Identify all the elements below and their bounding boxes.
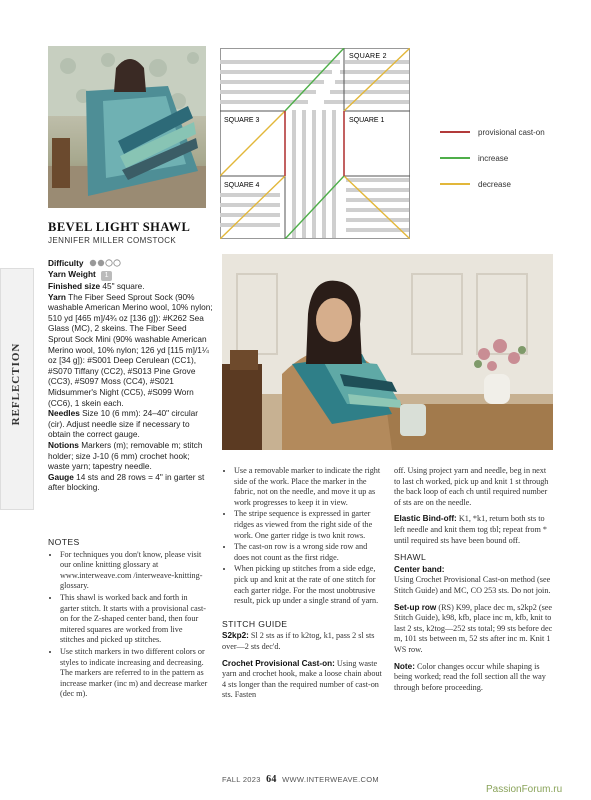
section-label: REFLECTION xyxy=(10,342,22,426)
page-footer xyxy=(222,774,379,785)
pattern-title: BEVEL LIGHT SHAWL xyxy=(48,220,191,234)
shawl-heading: SHAWL xyxy=(394,552,427,563)
shawl-construction-diagram xyxy=(220,48,410,239)
site-url: WWW.INTERWEAVE.COM xyxy=(282,775,379,784)
note-label: Note: xyxy=(394,661,415,671)
difficulty-label: Difficulty xyxy=(48,258,84,268)
yarn-value: The Fiber Seed Sprout Sock (90% washable American Merino wool, 10% nylon; 510 yd [465 m]/4¾ oz [136 g]): #K262 Sea Glass (MC), 2 skeins. The Fiber Seed Sprout Sock Mini (90% washable American Merino wool, 10% nylon; 126 yd [115 m]/1¼ oz [34 g]): #S001 Deep Cerulean (CC1), #S070 Tiffany (CC2), #S013 Pine Grove (CC3), #S097 Moss (CC4), #S021 Midsummer's Night (CC5), #S099 Worn (CC6), 1 skein each. xyxy=(48,291,213,408)
list-item: • This shawl is worked back and forth in garter stitch. It starts with a provisional cast-on for the Z-shaped center band, then four mitered squares are worked from live stitches and picked up stitches. xyxy=(60,593,208,646)
finished-size-label: Finished size xyxy=(48,281,101,292)
pattern-specs xyxy=(48,258,213,493)
needles-label: Needles xyxy=(48,408,80,419)
yarn-weight-badge: 1 xyxy=(101,271,112,281)
note-text: Color changes occur while shaping is being worked; read the foll section all the way through before proceeding. xyxy=(394,661,546,692)
legend-swatch-cast-on xyxy=(440,131,470,133)
crochet-cast-on-label: Crochet Provisional Cast-on: xyxy=(222,658,335,668)
setup-row-paragraph xyxy=(394,603,554,656)
label-square-2: SQUARE 2 xyxy=(349,53,387,60)
center-band-text: Using Crochet Provisional Cast-on method (see Stitch Guide) and MC, CO 253 sts. Do not join. xyxy=(394,575,551,595)
notes-heading: NOTES xyxy=(48,537,80,547)
label-square-1: SQUARE 1 xyxy=(349,117,385,124)
watermark: PassionForum.ru xyxy=(486,784,563,795)
list-item: • The stripe sequence is expressed in garter ridges as viewed from the right side of the work. One garter ridge is two knit rows. xyxy=(234,509,382,541)
shawl-photo-illustration xyxy=(48,46,206,208)
designer-name: JENNIFER MILLER COMSTOCK xyxy=(48,236,177,245)
yarn-weight-label: Yarn Weight xyxy=(48,269,96,280)
shawl-photo-mug xyxy=(222,254,553,450)
legend-label: provisional cast-on xyxy=(478,127,545,137)
page-number: 64 xyxy=(266,774,277,785)
legend-item-increase xyxy=(440,152,545,164)
crochet-cast-on-paragraph xyxy=(222,659,382,701)
list-item: • Use stitch markers in two different colors or styles to indicate increasing and decreasing. The markers are referred to in the pattern as increase marker (inc m) and decrease marker (dec m). xyxy=(60,647,208,700)
difficulty-row xyxy=(48,258,213,269)
notes-list-continued xyxy=(222,466,382,607)
crochet-continued-text: off. Using project yarn and needle, beg in next to last ch worked, pick up and knit 1 st through the back loop of each ch until required number of sts are on the needle. xyxy=(394,466,549,507)
instructions-column xyxy=(394,466,554,699)
legend-label: decrease xyxy=(478,179,511,189)
setup-row-text: (RS) K99, place dec m, s2kp2 (see Stitch Guide), k98, kfb, place inc m, kfb, knit to last 2 sts, k2tog—252 sts total; 99 sts before dec m, 101 sts between m, 52 sts after inc m. Knit 1 WS row. xyxy=(394,602,553,654)
issue-label: FALL 2023 xyxy=(222,775,261,784)
finished-size-value: 45" square. xyxy=(102,281,145,292)
note-paragraph xyxy=(394,662,554,694)
legend-swatch-decrease xyxy=(440,183,470,185)
list-item: • When picking up stitches from a side edge, pick up and knit at the rate of one stitch for each garter ridge. For the most unobtrusive result, pick up under a single strand of yarn. xyxy=(234,564,382,606)
s2kp2-label: S2kp2: xyxy=(222,631,249,641)
stitch-guide-heading: STITCH GUIDE xyxy=(222,618,288,629)
legend-item-cast-on xyxy=(440,126,545,138)
needles-value: Size 10 (6 mm): 24–40" circular (cir). Adjust needle size if necessary to obtain the correct gauge. xyxy=(48,408,199,440)
diagram-legend xyxy=(440,126,545,190)
label-square-3: SQUARE 3 xyxy=(224,117,260,124)
shawl-photo-model xyxy=(48,46,206,208)
shawl-photo-2-illustration xyxy=(222,254,553,450)
center-band-label: Center band: xyxy=(394,564,445,574)
difficulty-dots-icon xyxy=(89,259,121,270)
s2kp2-text: Sl 2 sts as if to k2tog, k1, pass 2 sl sts over—2 sts dec'd. xyxy=(222,631,375,651)
elastic-bind-off-label: Elastic Bind-off: xyxy=(394,514,457,524)
list-item: • The cast-on row is a wrong side row and does not count as the first ridge. xyxy=(234,542,382,563)
s2kp2-paragraph xyxy=(222,631,382,652)
setup-row-label: Set-up row xyxy=(394,602,437,612)
label-square-4: SQUARE 4 xyxy=(224,182,260,189)
notions-label: Notions xyxy=(48,440,79,451)
legend-item-decrease xyxy=(440,178,545,190)
elastic-bind-off-paragraph xyxy=(394,514,554,546)
list-item: • Use a removable marker to indicate the right side of the work. Place the marker in the fabric, not on the needle, and move it up as work progresses to keep it in view. xyxy=(234,466,382,508)
center-band-heading xyxy=(394,565,554,576)
list-item: • For techniques you don't know, please visit our online knitting glossary at www.interweave.com /interweave-knitting-glossary. xyxy=(60,550,208,592)
legend-label: increase xyxy=(478,153,509,163)
elastic-bind-off-text: K1, *k1, return both sts to left needle and knit them tog tbl; repeat from * until required sts have been bound off. xyxy=(394,514,548,545)
crochet-cast-on-text: Using waste yarn and crochet hook, make a loose chain about 4 sts longer than the required number of cast-on sts. Fasten xyxy=(222,658,382,700)
legend-swatch-increase xyxy=(440,157,470,159)
yarn-label: Yarn xyxy=(48,291,66,302)
gauge-value: 14 sts and 28 rows = 4" in garter st after blocking. xyxy=(48,471,205,493)
gauge-label: Gauge xyxy=(48,471,74,482)
notes-column xyxy=(48,537,208,701)
notes-list xyxy=(48,550,208,700)
notions-value: Markers (m); removable m; stitch holder; size J-10 (6 mm) crochet hook; waste yarn; tapestry needle. xyxy=(48,440,203,472)
notes-continued-column xyxy=(222,466,382,707)
yarn-weight-row xyxy=(48,269,213,281)
